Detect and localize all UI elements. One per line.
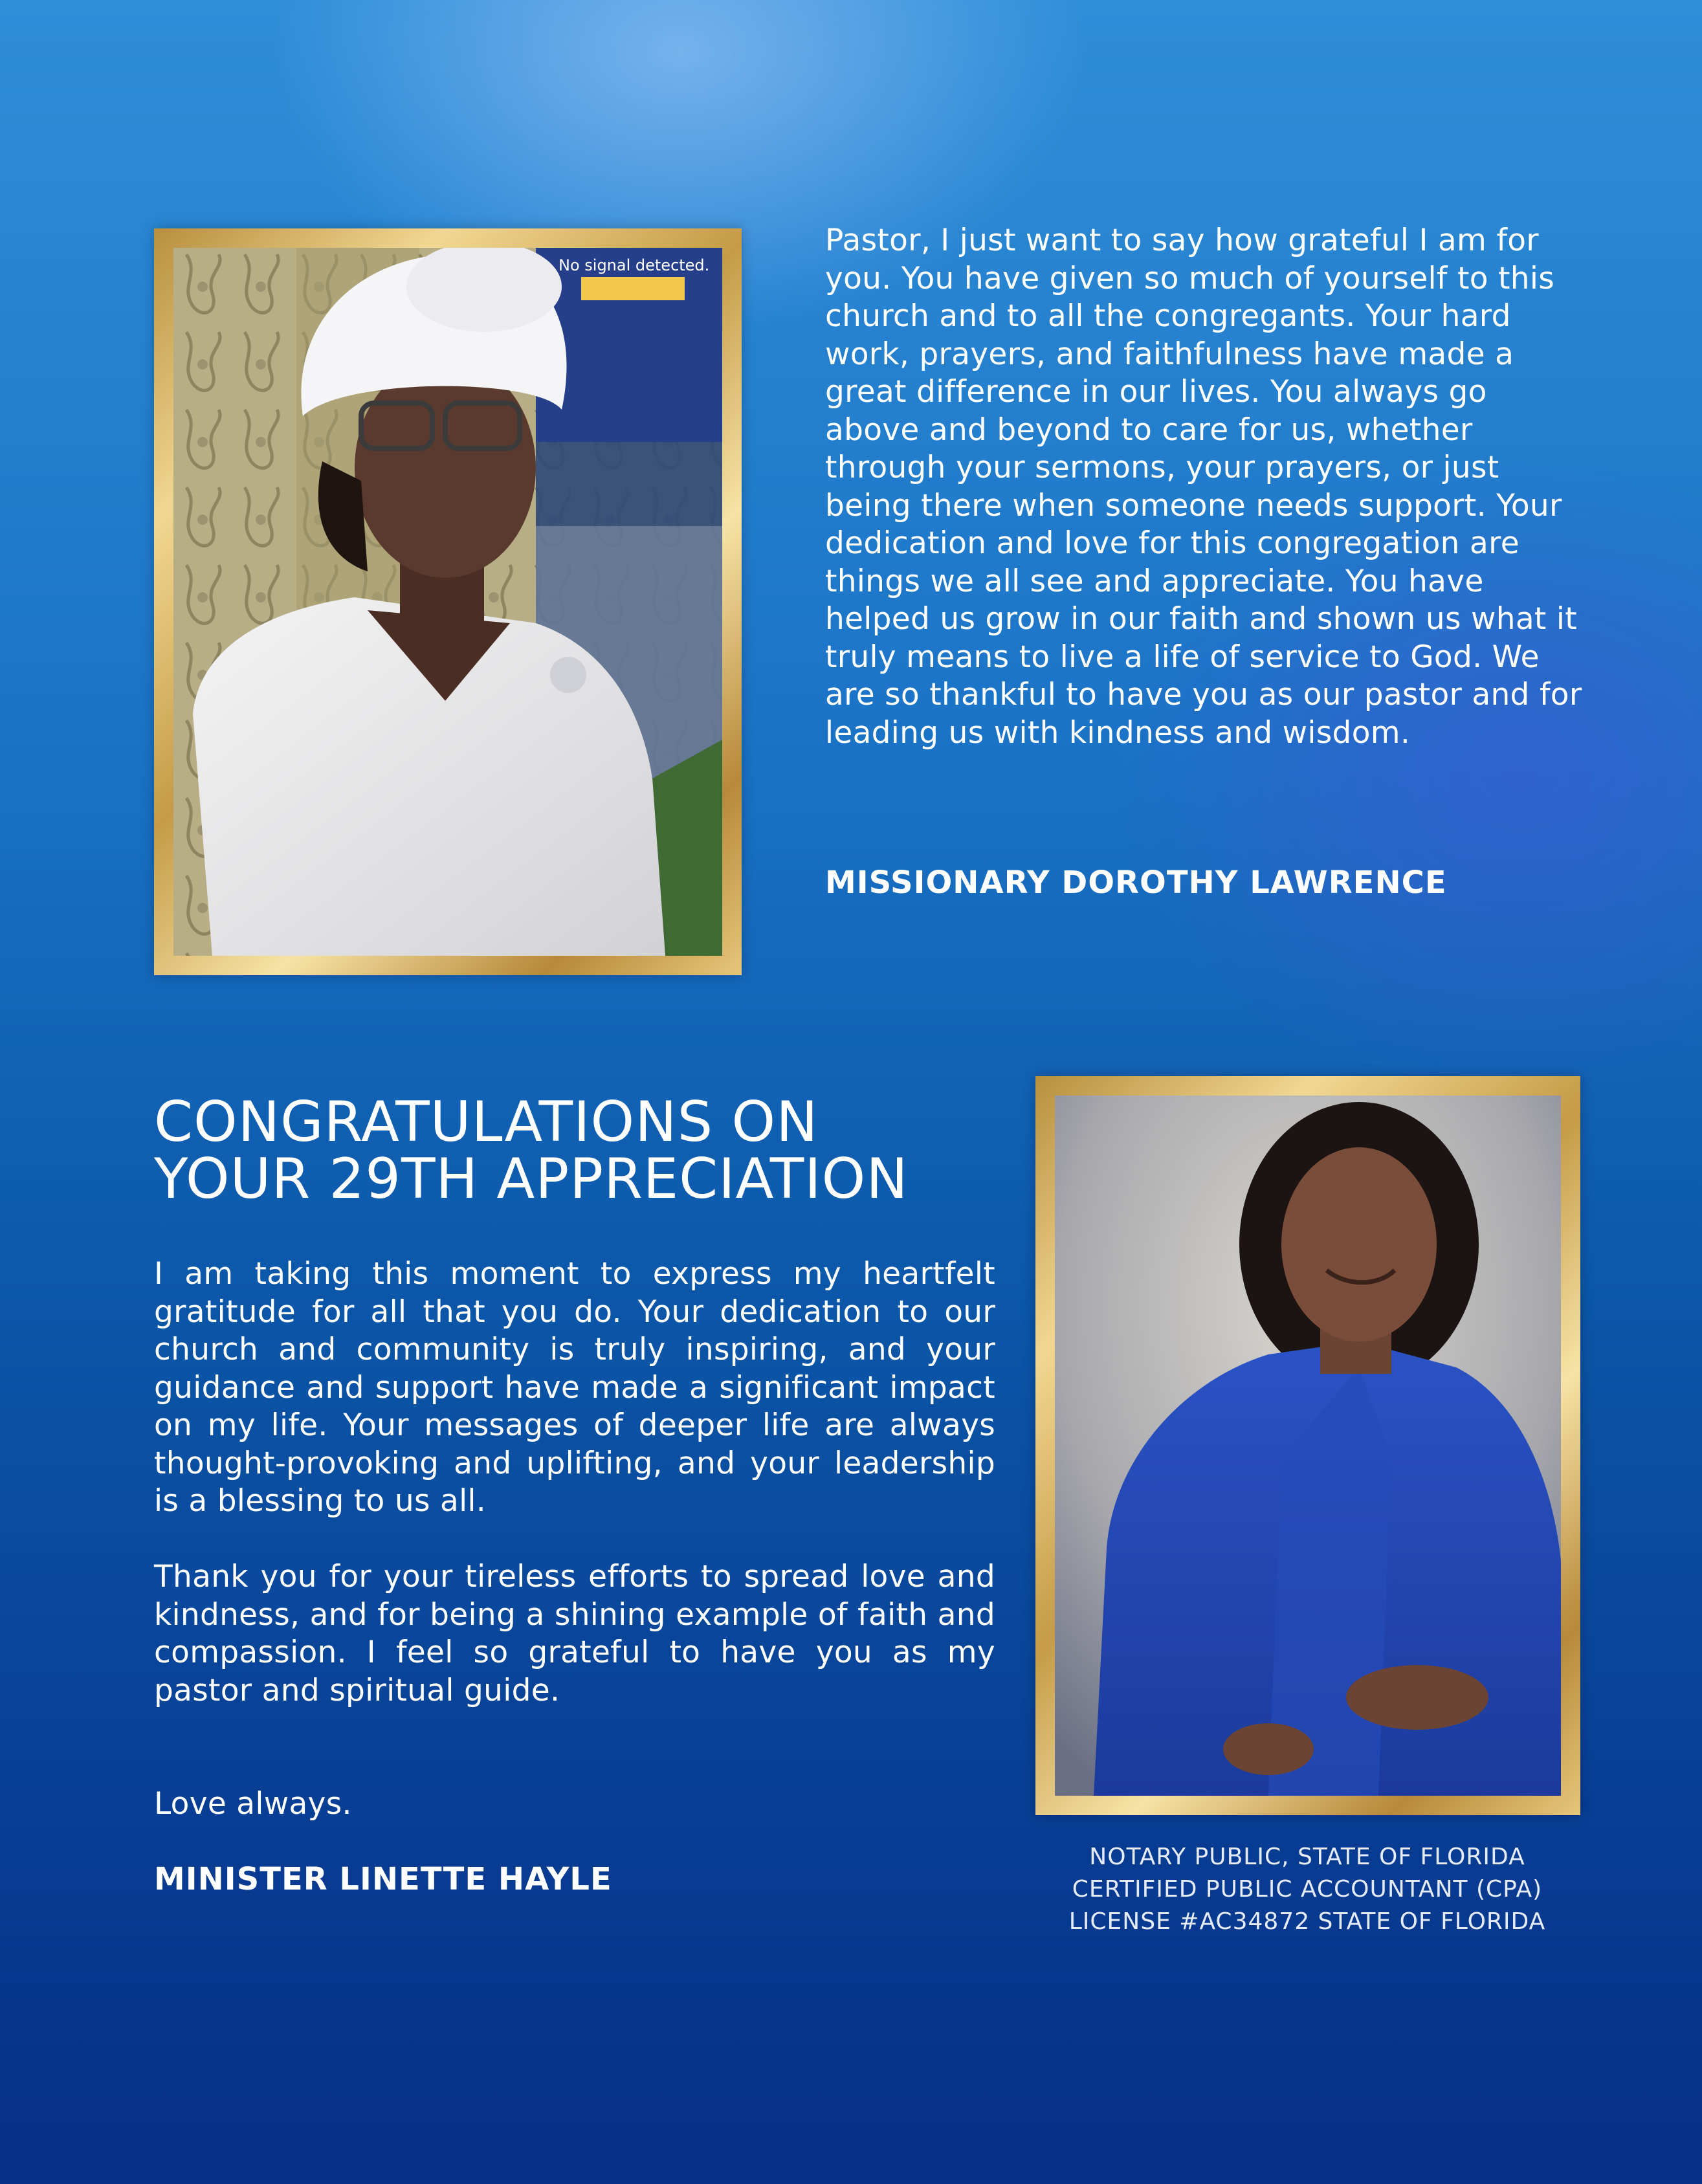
photo-screen-text: No signal detected. bbox=[558, 256, 710, 274]
congratulations-heading bbox=[154, 1090, 1060, 1211]
credential-notary: NOTARY PUBLIC, STATE OF FLORIDA bbox=[1089, 1844, 1525, 1870]
heading-line-1: CONGRATULATIONS ON bbox=[154, 1090, 819, 1154]
heading-line-2: YOUR 29TH APPRECIATION bbox=[154, 1147, 909, 1211]
portrait-illustration-dorothy bbox=[173, 248, 722, 956]
testimonial-top-message: Pastor, I just want to say how grateful I am for you. You have given so much of yourself to this church and to all the congregants. Your hard work, prayers, and faithfulness have made a great difference in our lives. You always go above and beyond to care for us, whether through your sermons, your prayers, or just being there when someone needs support. Your dedication and love for this congregation are things we all see and appreciate. You have helped us grow in our faith and shown us what it truly means to live a life of service to God. We are so thankful to have you as our pastor and for leading us with kindness and wisdom. bbox=[825, 223, 1582, 751]
portrait-illustration-linette bbox=[1055, 1096, 1561, 1796]
portrait-photo-linette bbox=[1055, 1096, 1561, 1796]
photo-frame-bottom bbox=[1035, 1076, 1580, 1815]
credentials-block bbox=[984, 1841, 1631, 1938]
appreciation-paragraph-2: Thank you for your tireless efforts to spread love and kindness, and for being a shining example of faith and compassion. I feel so grateful to have you as my pastor and spiritual guide. bbox=[154, 1559, 995, 1708]
photo-frame-top bbox=[154, 228, 742, 975]
signature-linette-hayle: MINISTER LINETTE HAYLE bbox=[154, 1861, 612, 1897]
credential-cpa: CERTIFIED PUBLIC ACCOUNTANT (CPA) bbox=[1072, 1876, 1543, 1903]
appreciation-paragraph-1: I am taking this moment to express my heartfelt gratitude for all that you do. Your dedication to our church and community is truly inspiring, and your guidance and support have made a significant impact on my life. Your messages of deeper life are always thought-provoking and uplifting, and your leadership is a blessing to us all. bbox=[154, 1256, 995, 1519]
portrait-photo-dorothy bbox=[173, 248, 722, 956]
closing-line: Love always. bbox=[154, 1786, 352, 1822]
credential-license: LICENSE #AC34872 STATE OF FLORIDA bbox=[1068, 1908, 1546, 1935]
signature-dorothy-lawrence: MISSIONARY DOROTHY LAWRENCE bbox=[825, 865, 1447, 901]
